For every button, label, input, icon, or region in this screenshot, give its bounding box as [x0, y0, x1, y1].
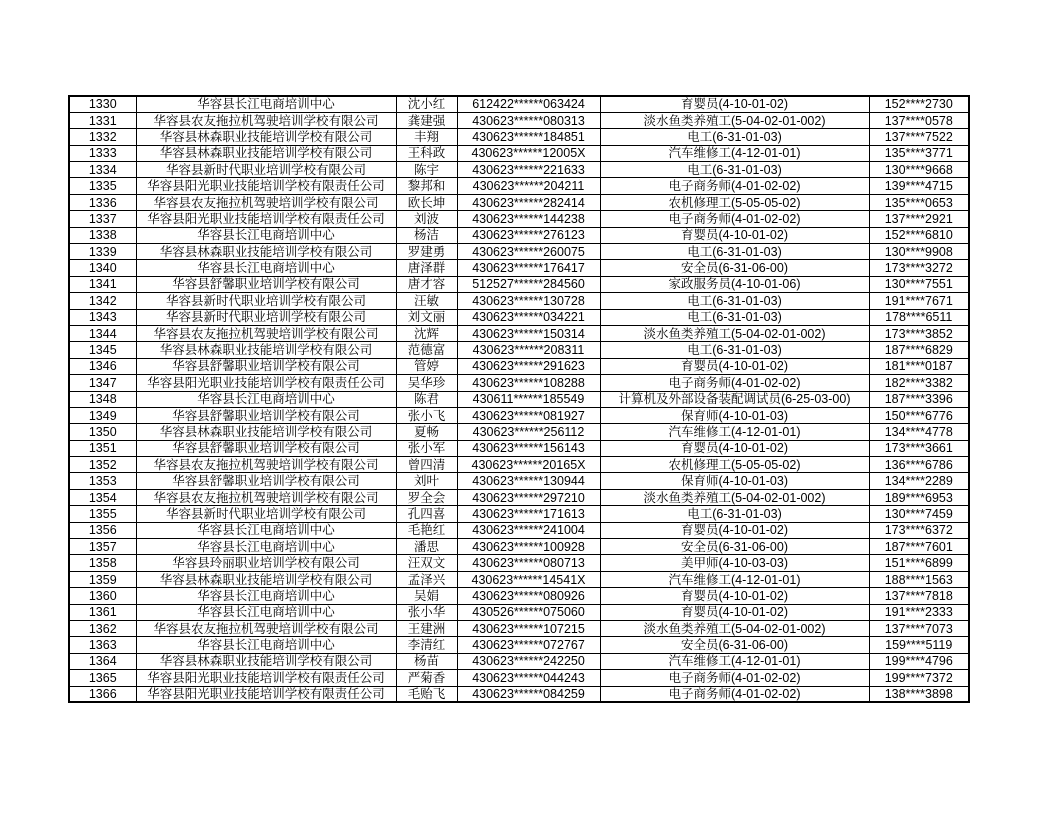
occupation-cell: 育婴员(4-10-01-02) — [600, 358, 869, 374]
phone-cell: 137****0578 — [869, 112, 969, 128]
person-name-cell: 潘思 — [396, 539, 457, 555]
table-row — [69, 129, 969, 145]
occupation-cell: 淡水鱼类养殖工(5-04-02-01-002) — [600, 489, 869, 505]
id-number-cell: 430623******108288 — [457, 375, 600, 391]
table-row — [69, 522, 969, 538]
phone-cell: 189****6953 — [869, 489, 969, 505]
person-name-cell: 毛贻飞 — [396, 686, 457, 702]
id-number-cell: 430623******081927 — [457, 407, 600, 423]
phone-cell: 130****9668 — [869, 162, 969, 178]
row-number-cell: 1360 — [69, 588, 136, 604]
table-row — [69, 375, 969, 391]
occupation-cell: 育婴员(4-10-01-02) — [600, 227, 869, 243]
occupation-cell: 电工(6-31-01-03) — [600, 244, 869, 260]
table-row — [69, 96, 969, 112]
organization-cell: 华容县舒馨职业培训学校有限公司 — [136, 407, 396, 423]
person-name-cell: 唐泽群 — [396, 260, 457, 276]
row-number-cell: 1335 — [69, 178, 136, 194]
table-row — [69, 407, 969, 423]
person-name-cell: 刘波 — [396, 211, 457, 227]
row-number-cell: 1334 — [69, 162, 136, 178]
id-number-cell: 430611******185549 — [457, 391, 600, 407]
occupation-cell: 育婴员(4-10-01-02) — [600, 604, 869, 620]
table-row — [69, 621, 969, 637]
table-row — [69, 227, 969, 243]
organization-cell: 华容县新时代职业培训学校有限公司 — [136, 293, 396, 309]
id-number-cell: 512527******284560 — [457, 276, 600, 292]
occupation-cell: 汽车维修工(4-12-01-01) — [600, 424, 869, 440]
row-number-cell: 1356 — [69, 522, 136, 538]
phone-cell: 173****3852 — [869, 325, 969, 341]
person-name-cell: 吴华珍 — [396, 375, 457, 391]
occupation-cell: 电工(6-31-01-03) — [600, 342, 869, 358]
id-number-cell: 430623******130728 — [457, 293, 600, 309]
id-number-cell: 430623******204211 — [457, 178, 600, 194]
occupation-cell: 育婴员(4-10-01-02) — [600, 588, 869, 604]
person-name-cell: 沈辉 — [396, 325, 457, 341]
person-name-cell: 王科政 — [396, 145, 457, 161]
phone-cell: 135****0653 — [869, 194, 969, 210]
occupation-cell: 电子商务师(4-01-02-02) — [600, 670, 869, 686]
phone-cell: 137****7073 — [869, 621, 969, 637]
occupation-cell: 淡水鱼类养殖工(5-04-02-01-002) — [600, 325, 869, 341]
person-name-cell: 孔四喜 — [396, 506, 457, 522]
phone-cell: 187****3396 — [869, 391, 969, 407]
id-number-cell: 430623******107215 — [457, 621, 600, 637]
table-row — [69, 112, 969, 128]
person-name-cell: 唐才容 — [396, 276, 457, 292]
phone-cell: 130****7459 — [869, 506, 969, 522]
occupation-cell: 安全员(6-31-06-00) — [600, 539, 869, 555]
occupation-cell: 电子商务师(4-01-02-02) — [600, 211, 869, 227]
table-row — [69, 342, 969, 358]
person-name-cell: 严菊香 — [396, 670, 457, 686]
occupation-cell: 电工(6-31-01-03) — [600, 129, 869, 145]
organization-cell: 华容县舒馨职业培训学校有限公司 — [136, 358, 396, 374]
row-number-cell: 1349 — [69, 407, 136, 423]
phone-cell: 173****3661 — [869, 440, 969, 456]
row-number-cell: 1357 — [69, 539, 136, 555]
phone-cell: 134****4778 — [869, 424, 969, 440]
organization-cell: 华容县长江电商培训中心 — [136, 96, 396, 112]
table-row — [69, 489, 969, 505]
row-number-cell: 1342 — [69, 293, 136, 309]
organization-cell: 华容县林森职业技能培训学校有限公司 — [136, 129, 396, 145]
row-number-cell: 1351 — [69, 440, 136, 456]
id-number-cell: 430623******171613 — [457, 506, 600, 522]
person-name-cell: 夏畅 — [396, 424, 457, 440]
phone-cell: 178****6511 — [869, 309, 969, 325]
table-row — [69, 686, 969, 702]
phone-cell: 150****6776 — [869, 407, 969, 423]
organization-cell: 华容县长江电商培训中心 — [136, 637, 396, 653]
person-name-cell: 欧长坤 — [396, 194, 457, 210]
person-name-cell: 陈宇 — [396, 162, 457, 178]
table-row — [69, 178, 969, 194]
table-row — [69, 424, 969, 440]
id-number-cell: 430623******156143 — [457, 440, 600, 456]
row-number-cell: 1332 — [69, 129, 136, 145]
phone-cell: 199****7372 — [869, 670, 969, 686]
person-name-cell: 张小华 — [396, 604, 457, 620]
organization-cell: 华容县长江电商培训中心 — [136, 588, 396, 604]
phone-cell: 135****3771 — [869, 145, 969, 161]
id-number-cell: 430623******221633 — [457, 162, 600, 178]
phone-cell: 191****7671 — [869, 293, 969, 309]
row-number-cell: 1345 — [69, 342, 136, 358]
id-number-cell: 430623******208311 — [457, 342, 600, 358]
occupation-cell: 电子商务师(4-01-02-02) — [600, 686, 869, 702]
row-number-cell: 1336 — [69, 194, 136, 210]
phone-cell: 191****2333 — [869, 604, 969, 620]
row-number-cell: 1348 — [69, 391, 136, 407]
occupation-cell: 电工(6-31-01-03) — [600, 506, 869, 522]
person-name-cell: 张小军 — [396, 440, 457, 456]
row-number-cell: 1354 — [69, 489, 136, 505]
occupation-cell: 安全员(6-31-06-00) — [600, 260, 869, 276]
person-name-cell: 吴娟 — [396, 588, 457, 604]
organization-cell: 华容县长江电商培训中心 — [136, 227, 396, 243]
organization-cell: 华容县长江电商培训中心 — [136, 539, 396, 555]
table-row — [69, 637, 969, 653]
occupation-cell: 计算机及外部设备装配调试员(6-25-03-00) — [600, 391, 869, 407]
occupation-cell: 农机修理工(5-05-05-02) — [600, 457, 869, 473]
phone-cell: 152****2730 — [869, 96, 969, 112]
row-number-cell: 1330 — [69, 96, 136, 112]
phone-cell: 159****5119 — [869, 637, 969, 653]
phone-cell: 137****2921 — [869, 211, 969, 227]
row-number-cell: 1347 — [69, 375, 136, 391]
person-name-cell: 杨洁 — [396, 227, 457, 243]
id-number-cell: 430623******034221 — [457, 309, 600, 325]
organization-cell: 华容县农友拖拉机驾驶培训学校有限公司 — [136, 457, 396, 473]
person-name-cell: 罗建勇 — [396, 244, 457, 260]
phone-cell: 138****3898 — [869, 686, 969, 702]
phone-cell: 130****7551 — [869, 276, 969, 292]
table-row — [69, 539, 969, 555]
row-number-cell: 1366 — [69, 686, 136, 702]
id-number-cell: 430623******256112 — [457, 424, 600, 440]
table-row — [69, 391, 969, 407]
id-number-cell: 430623******241004 — [457, 522, 600, 538]
person-name-cell: 罗全会 — [396, 489, 457, 505]
row-number-cell: 1361 — [69, 604, 136, 620]
occupation-cell: 育婴员(4-10-01-02) — [600, 522, 869, 538]
row-number-cell: 1337 — [69, 211, 136, 227]
person-name-cell: 丰翔 — [396, 129, 457, 145]
phone-cell: 139****4715 — [869, 178, 969, 194]
organization-cell: 华容县农友拖拉机驾驶培训学校有限公司 — [136, 621, 396, 637]
id-number-cell: 430623******276123 — [457, 227, 600, 243]
table-row — [69, 440, 969, 456]
table-row — [69, 506, 969, 522]
organization-cell: 华容县农友拖拉机驾驶培训学校有限公司 — [136, 325, 396, 341]
id-number-cell: 430623******176417 — [457, 260, 600, 276]
row-number-cell: 1352 — [69, 457, 136, 473]
organization-cell: 华容县林森职业技能培训学校有限公司 — [136, 424, 396, 440]
row-number-cell: 1344 — [69, 325, 136, 341]
occupation-cell: 电子商务师(4-01-02-02) — [600, 178, 869, 194]
table-row — [69, 260, 969, 276]
id-number-cell: 430623******184851 — [457, 129, 600, 145]
person-name-cell: 龚建强 — [396, 112, 457, 128]
person-name-cell: 汪敏 — [396, 293, 457, 309]
phone-cell: 137****7818 — [869, 588, 969, 604]
phone-cell: 182****3382 — [869, 375, 969, 391]
person-name-cell: 范德富 — [396, 342, 457, 358]
table-row — [69, 211, 969, 227]
occupation-cell: 汽车维修工(4-12-01-01) — [600, 145, 869, 161]
occupation-cell: 电子商务师(4-01-02-02) — [600, 375, 869, 391]
organization-cell: 华容县阳光职业技能培训学校有限责任公司 — [136, 375, 396, 391]
id-number-cell: 430623******242250 — [457, 653, 600, 669]
table-row — [69, 653, 969, 669]
id-number-cell: 430623******072767 — [457, 637, 600, 653]
organization-cell: 华容县玲丽职业培训学校有限公司 — [136, 555, 396, 571]
id-number-cell: 430526******075060 — [457, 604, 600, 620]
person-name-cell: 沈小红 — [396, 96, 457, 112]
occupation-cell: 农机修理工(5-05-05-02) — [600, 194, 869, 210]
id-number-cell: 430623******291623 — [457, 358, 600, 374]
table-row — [69, 473, 969, 489]
occupation-cell: 美甲师(4-10-03-03) — [600, 555, 869, 571]
organization-cell: 华容县长江电商培训中心 — [136, 522, 396, 538]
organization-cell: 华容县林森职业技能培训学校有限公司 — [136, 571, 396, 587]
phone-cell: 151****6899 — [869, 555, 969, 571]
table-row — [69, 588, 969, 604]
table-row — [69, 555, 969, 571]
phone-cell: 152****6810 — [869, 227, 969, 243]
id-number-cell: 430623******260075 — [457, 244, 600, 260]
row-number-cell: 1362 — [69, 621, 136, 637]
table-row — [69, 325, 969, 341]
person-name-cell: 毛艳红 — [396, 522, 457, 538]
table-row — [69, 276, 969, 292]
organization-cell: 华容县林森职业技能培训学校有限公司 — [136, 145, 396, 161]
table-row — [69, 604, 969, 620]
person-name-cell: 黎邦和 — [396, 178, 457, 194]
organization-cell: 华容县长江电商培训中心 — [136, 391, 396, 407]
table-row — [69, 571, 969, 587]
row-number-cell: 1339 — [69, 244, 136, 260]
person-name-cell: 李清红 — [396, 637, 457, 653]
occupation-cell: 安全员(6-31-06-00) — [600, 637, 869, 653]
person-name-cell: 张小飞 — [396, 407, 457, 423]
id-number-cell: 430623******14541X — [457, 571, 600, 587]
row-number-cell: 1365 — [69, 670, 136, 686]
table-row — [69, 145, 969, 161]
person-name-cell: 王建洲 — [396, 621, 457, 637]
organization-cell: 华容县新时代职业培训学校有限公司 — [136, 309, 396, 325]
row-number-cell: 1341 — [69, 276, 136, 292]
id-number-cell: 430623******130944 — [457, 473, 600, 489]
id-number-cell: 430623******100928 — [457, 539, 600, 555]
phone-cell: 188****1563 — [869, 571, 969, 587]
organization-cell: 华容县长江电商培训中心 — [136, 260, 396, 276]
row-number-cell: 1355 — [69, 506, 136, 522]
phone-cell: 187****7601 — [869, 539, 969, 555]
id-number-cell: 430623******144238 — [457, 211, 600, 227]
phone-cell: 136****6786 — [869, 457, 969, 473]
records-table — [68, 95, 970, 703]
table-row — [69, 309, 969, 325]
occupation-cell: 汽车维修工(4-12-01-01) — [600, 571, 869, 587]
organization-cell: 华容县长江电商培训中心 — [136, 604, 396, 620]
organization-cell: 华容县林森职业技能培训学校有限公司 — [136, 653, 396, 669]
table-row — [69, 293, 969, 309]
id-number-cell: 430623******297210 — [457, 489, 600, 505]
phone-cell: 137****7522 — [869, 129, 969, 145]
person-name-cell: 曾四清 — [396, 457, 457, 473]
organization-cell: 华容县新时代职业培训学校有限公司 — [136, 506, 396, 522]
id-number-cell: 430623******080313 — [457, 112, 600, 128]
row-number-cell: 1358 — [69, 555, 136, 571]
row-number-cell: 1359 — [69, 571, 136, 587]
row-number-cell: 1340 — [69, 260, 136, 276]
id-number-cell: 430623******080926 — [457, 588, 600, 604]
organization-cell: 华容县阳光职业技能培训学校有限责任公司 — [136, 178, 396, 194]
row-number-cell: 1333 — [69, 145, 136, 161]
table-row — [69, 244, 969, 260]
id-number-cell: 430623******282414 — [457, 194, 600, 210]
occupation-cell: 电工(6-31-01-03) — [600, 293, 869, 309]
row-number-cell: 1346 — [69, 358, 136, 374]
organization-cell: 华容县林森职业技能培训学校有限公司 — [136, 342, 396, 358]
occupation-cell: 育婴员(4-10-01-02) — [600, 440, 869, 456]
occupation-cell: 电工(6-31-01-03) — [600, 162, 869, 178]
occupation-cell: 淡水鱼类养殖工(5-04-02-01-002) — [600, 112, 869, 128]
person-name-cell: 汪双文 — [396, 555, 457, 571]
person-name-cell: 杨苗 — [396, 653, 457, 669]
person-name-cell: 孟泽兴 — [396, 571, 457, 587]
organization-cell: 华容县舒馨职业培训学校有限公司 — [136, 276, 396, 292]
organization-cell: 华容县阳光职业技能培训学校有限责任公司 — [136, 211, 396, 227]
organization-cell: 华容县农友拖拉机驾驶培训学校有限公司 — [136, 489, 396, 505]
occupation-cell: 淡水鱼类养殖工(5-04-02-01-002) — [600, 621, 869, 637]
organization-cell: 华容县舒馨职业培训学校有限公司 — [136, 440, 396, 456]
table-row — [69, 162, 969, 178]
person-name-cell: 刘文丽 — [396, 309, 457, 325]
row-number-cell: 1363 — [69, 637, 136, 653]
id-number-cell: 612422******063424 — [457, 96, 600, 112]
row-number-cell: 1343 — [69, 309, 136, 325]
organization-cell: 华容县新时代职业培训学校有限公司 — [136, 162, 396, 178]
table-row — [69, 358, 969, 374]
organization-cell: 华容县舒馨职业培训学校有限公司 — [136, 473, 396, 489]
row-number-cell: 1353 — [69, 473, 136, 489]
organization-cell: 华容县阳光职业技能培训学校有限责任公司 — [136, 670, 396, 686]
person-name-cell: 刘叶 — [396, 473, 457, 489]
id-number-cell: 430623******080713 — [457, 555, 600, 571]
phone-cell: 173****6372 — [869, 522, 969, 538]
organization-cell: 华容县农友拖拉机驾驶培训学校有限公司 — [136, 112, 396, 128]
table-row — [69, 670, 969, 686]
organization-cell: 华容县农友拖拉机驾驶培训学校有限公司 — [136, 194, 396, 210]
occupation-cell: 保育师(4-10-01-03) — [600, 473, 869, 489]
person-name-cell: 管婷 — [396, 358, 457, 374]
occupation-cell: 育婴员(4-10-01-02) — [600, 96, 869, 112]
id-number-cell: 430623******084259 — [457, 686, 600, 702]
occupation-cell: 电工(6-31-01-03) — [600, 309, 869, 325]
phone-cell: 134****2289 — [869, 473, 969, 489]
phone-cell: 130****9908 — [869, 244, 969, 260]
organization-cell: 华容县林森职业技能培训学校有限公司 — [136, 244, 396, 260]
phone-cell: 181****0187 — [869, 358, 969, 374]
person-name-cell: 陈君 — [396, 391, 457, 407]
id-number-cell: 430623******20165X — [457, 457, 600, 473]
row-number-cell: 1364 — [69, 653, 136, 669]
row-number-cell: 1338 — [69, 227, 136, 243]
row-number-cell: 1350 — [69, 424, 136, 440]
organization-cell: 华容县阳光职业技能培训学校有限责任公司 — [136, 686, 396, 702]
phone-cell: 199****4796 — [869, 653, 969, 669]
records-table-body — [69, 96, 969, 702]
id-number-cell: 430623******044243 — [457, 670, 600, 686]
phone-cell: 187****6829 — [869, 342, 969, 358]
id-number-cell: 430623******12005X — [457, 145, 600, 161]
occupation-cell: 保育师(4-10-01-03) — [600, 407, 869, 423]
id-number-cell: 430623******150314 — [457, 325, 600, 341]
row-number-cell: 1331 — [69, 112, 136, 128]
table-row — [69, 194, 969, 210]
phone-cell: 173****3272 — [869, 260, 969, 276]
table-row — [69, 457, 969, 473]
occupation-cell: 家政服务员(4-10-01-06) — [600, 276, 869, 292]
occupation-cell: 汽车维修工(4-12-01-01) — [600, 653, 869, 669]
